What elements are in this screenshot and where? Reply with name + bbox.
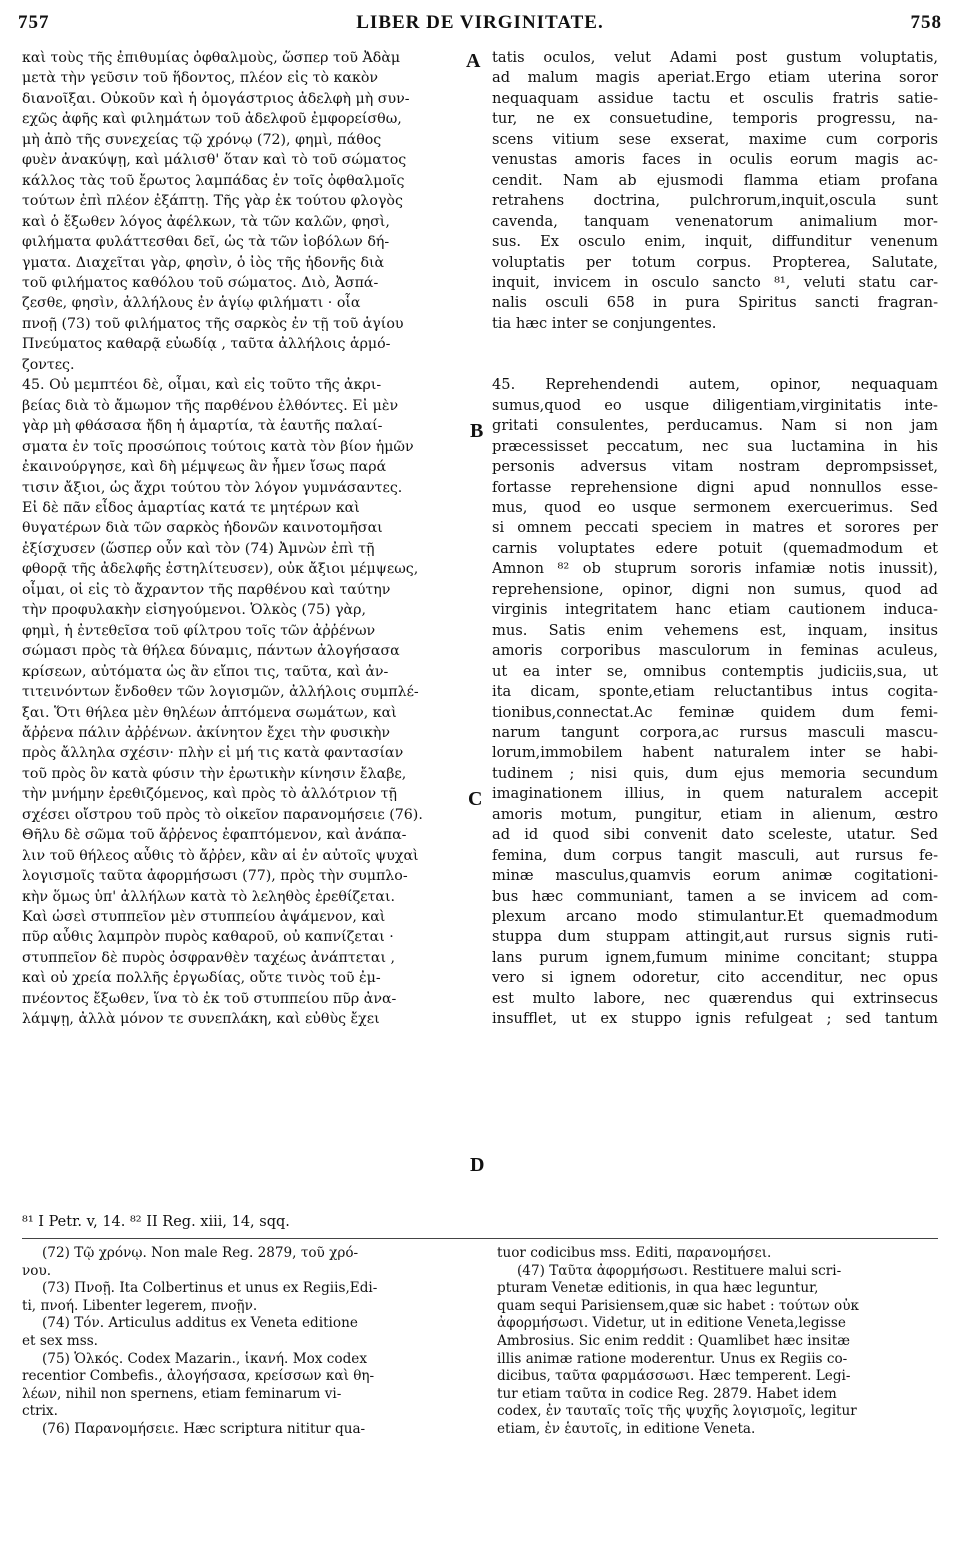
latin-line: scens vitium sese exserat, maxime cum corporis <box>492 130 938 148</box>
note-left-line: νου. <box>22 1262 52 1279</box>
greek-line: κάλλος τὰς τοῦ ἔρωτος λαμπάδας ἐν τοῖς ὀφθαλμοῖς <box>22 172 405 189</box>
note-right-line: dicibus, ταῦτα φαρμάσσωσι. Hæc temperent. Legi- <box>497 1368 851 1385</box>
greek-line: τισιν ἄξιοι, ὡς ἄχρι τούτου τὸν λόγον γυμνάσαντες. <box>22 479 403 496</box>
note-left-line: (76) Παρανομήσειε. Hæc scriptura nititur qua- <box>42 1420 366 1437</box>
greek-line: κὴν ὅμως ὑπ' ἀλλήλων κατὰ τὸ λεληθὸς ἐρεθίζεται. <box>22 888 396 905</box>
latin-line: cendit. Nam ab ejusmodi flamma etiam profana <box>492 171 938 189</box>
greek-line: τιτεινόντων ἔνδοθεν τῶν λογισμῶν, ἀλλήλοις συμπλέ- <box>22 684 419 701</box>
note-left-line: ctrix. <box>22 1403 58 1420</box>
greek-line: σχέσει οἴστρου τοῦ πρὸς τὸ οἰκεῖον παρανομήσειε (76). <box>22 806 423 823</box>
latin-line <box>492 334 938 354</box>
note-left-line: (74) Τόν. Articulus additus ex Veneta editione <box>42 1315 358 1332</box>
latin-line: minæ masculus,quamvis eorum animæ cogitationi- <box>492 867 938 885</box>
note-right-line: quam sequi Parisiensem,quæ sic habet : τούτων οὐκ <box>497 1297 859 1314</box>
latin-line: imaginationem illius, in quem naturalem accepit <box>492 785 938 803</box>
latin-line: amoris motum, pungitur, etiam in alienum, œstro <box>492 805 938 823</box>
note-left-line: recentior Combefis., ἀλογήσασα, κρείσσων καὶ θη- <box>22 1368 375 1385</box>
greek-line: λιν τοῦ θήλεος αὖθις τὸ ἄῤῥεν, κἂν αἱ ἐν αὐτοῖς ψυχαὶ <box>22 847 419 864</box>
latin-line: ita dicam, sponte,etiam reluctantibus intus cogita- <box>492 683 938 701</box>
latin-line: Amnon ⁸² ob stuprum sororis infamiæ notis inussit), <box>492 560 938 578</box>
latin-line: nalis osculi 658 in pura Spiritus sancti fragran- <box>492 294 938 312</box>
latin-line: cavenda, tanquam venenatorum animalium mor- <box>492 212 938 230</box>
greek-line: ἄῤῥενα πάλιν ἀῤῥένων. ἀκίνητον ἔχει τὴν φυσικὴν <box>22 724 390 741</box>
greek-line: τὴν μνήμην ἐρεθιζόμενος, καὶ πρὸς τὸ ἀλλότριον τῇ <box>22 786 397 803</box>
greek-line: καὶ τοὺς τῆς ἐπιθυμίας ὀφθαλμοὺς, ὥσπερ τοῦ Ἀδὰμ <box>22 50 401 66</box>
greek-line: διανοῖξαι. Οὐκοῦν καὶ ἡ ὁμογάστριος ἀδελφὴ μὴ συν- <box>22 90 410 107</box>
greek-line: Θῆλυ δὲ σῶμα τοῦ ἄῤῥενος ἐφαπτόμενον, καὶ ἀνάπα- <box>22 827 407 844</box>
note-right-line: ἀφορμήσωσι. Videtur, ut in editione Veneta,legisse <box>497 1315 846 1332</box>
greek-line: πρὸς ἄλληλα σχέσιν· πλὴν εἰ μή τις κατὰ φαντασίαν <box>22 745 404 762</box>
latin-line: est multo labore, nec quærendus qui extrinsecus <box>492 989 938 1007</box>
latin-line: retrahens doctrina, pulchrorum,inquit,oscula sunt <box>492 192 938 210</box>
latin-line: bus hæc communiant, tamen a se invicem ad com- <box>492 887 938 905</box>
running-title: LIBER DE VIRGINITATE. <box>356 12 604 33</box>
note-left-line: ti, πνοή. Libenter legerem, πνοῇν. <box>22 1297 258 1314</box>
latin-line: femina, dum corpus tangit masculi, aut rursus fe- <box>492 846 938 864</box>
latin-line: tionibus,connectat.Ac feminæ quidem dum femi- <box>492 703 938 721</box>
note-left-line: (72) Τῷ χρόνῳ. Non male Reg. 2879, τοῦ χρό- <box>42 1245 359 1261</box>
note-right-line: codex, ἐν ταυταῖς τοῖς τῆς ψυχῆς λογισμοῖς, legitur <box>497 1403 857 1420</box>
latin-line: ad id quod sibi convenit dato sceleste, utatur. Sed <box>492 826 938 844</box>
note-left-line: (73) Πνοῇ. Ita Colbertinus et unus ex Regiis,Edi- <box>42 1280 378 1297</box>
greek-line: πνέοντος ἔξωθεν, ἵνα τὸ ἐκ τοῦ στυππείου πῦρ ἀνα- <box>22 990 397 1007</box>
note-left-line: et sex mss. <box>22 1332 99 1349</box>
greek-line: Εἰ δὲ πᾶν εἶδος ἁμαρτίας κατά τε μητέρων καὶ <box>22 499 360 516</box>
greek-line: τοῦ φιλήματος καθόλου τοῦ σώματος. Διὸ, Ἀσπά- <box>22 274 379 291</box>
greek-line: φθορᾷ τῆς ἀδελφῆς ἐστηλίτευσεν), οὐκ ἄξιοι μέμψεως, <box>22 561 419 578</box>
note-right-line: illis animæ ratione moderentur. Unus ex Regiis co- <box>497 1350 848 1367</box>
greek-line: στυππεῖον δὲ πυρὸς ὀσφρανθὲν ταχέως ἀνάπτεται , <box>22 949 396 966</box>
page-number-right: 758 <box>910 12 942 33</box>
greek-line: βείας διὰ τὸ ἄμωμον τῆς παρθένου ἐλθόντες. Εἰ μὲν <box>22 397 399 414</box>
running-header <box>18 12 942 42</box>
greek-line: οἶμαι, οἱ εἰς τὸ ἄχραντον τῆς παρθένου καὶ ταύτην <box>22 581 391 598</box>
latin-line: reprehensione, opinor, digni non sumus, quod ad <box>492 580 938 598</box>
greek-line: εχῶς ἀφῆς καὶ φιλημάτων τοῦ ἀδελφοῦ ἐμφορείσθω, <box>22 111 402 128</box>
greek-line: 45. Οὐ μεμπτέοι δὲ, οἶμαι, καὶ εἰς τοῦτο τῆς ἀκρι- <box>22 377 382 394</box>
latin-line: inquit, invicem in osculo sancto ⁸¹, veluti statu car- <box>492 273 938 291</box>
greek-line: κρίσεων, αὐτόματα ὡς ἂν εἴποι τις, ταῦτα, καὶ ἀν- <box>22 663 389 680</box>
greek-line: τὴν προφυλακὴν εἰσηγούμενοι. Ὁλκὸς (75) γὰρ, <box>22 602 366 619</box>
greek-line: πνοῇ (73) τοῦ φιλήματος τῆς σαρκὸς ἐν τῇ τοῦ ἁγίου <box>22 315 404 332</box>
footnote-divider <box>22 1238 938 1239</box>
latin-line: si omnem peccati speciem in matres et sorores per <box>492 519 938 537</box>
latin-line: lans purum ignem,fumum minime concitant; stuppa <box>492 948 938 966</box>
greek-line: ξαι. Ὅτι θήλεα μὲν θηλέων ἁπτόμενα σωμάτων, καὶ <box>22 704 397 721</box>
greek-line: ζεσθε, φησὶν, ἀλλήλους ἐν ἁγίῳ φιλήματι · οἷα <box>22 295 361 312</box>
greek-line: καὶ οὐ χρεία πολλῆς ἐργωδίας, οὔτε τινὸς τοῦ ἐμ- <box>22 970 381 987</box>
note-left-line: (75) Ὁλκός. Codex Mazarin., ἱκανή. Mox codex <box>42 1350 367 1367</box>
greek-line: σώμασι πρὸς τὰ θήλεα δύναμις, πάντων ἀλογήσασα <box>22 643 400 660</box>
greek-line: Πνεύματος καθαρᾷ εὐωδίᾳ , ταῦτα ἀλλήλοις ἁρμό- <box>22 336 391 353</box>
footnotes-right <box>497 1245 937 1439</box>
latin-line: tia hæc inter se conjungentes. <box>492 314 717 332</box>
greek-line: φυὲν ἀνακύψῃ, καὶ μάλισθ' ὅταν καὶ τὸ τοῦ σώματος <box>22 152 407 169</box>
section-marker-a: A <box>466 50 481 72</box>
section-marker-d: D <box>470 1154 485 1176</box>
greek-line: φημὶ, ἡ ἐντεθεῖσα τοῦ φίλτρου τοῖς τῶν ἀῤῥένων <box>22 622 376 639</box>
page-number-left: 757 <box>18 12 50 33</box>
latin-line: virginis integritatem hanc etiam cautionem inducа- <box>492 601 938 619</box>
latin-line: sumus,quod eo usque diligentiam,virginitatis inte- <box>492 396 938 414</box>
greek-line: λάμψῃ, ἀλλὰ μόνον τε συνεπλάκη, καὶ εὐθὺς ἔχει <box>22 1011 380 1028</box>
note-right-line: Ambrosius. Sic enim reddit : Quamlibet hæc insitæ <box>497 1332 850 1349</box>
greek-line: μὴ ἀπὸ τῆς συνεχείας τῷ χρόνῳ (72), φημὶ, πάθος <box>22 131 382 148</box>
latin-line: mus. Satis enim vehemens est, inquam, insitus <box>492 621 938 639</box>
latin-line: gritati consulentes, perducamus. Nam si non jam <box>492 417 938 435</box>
greek-line: γματα. Διαχεῖται γὰρ, φησὶν, ὁ ἰὸς τῆς ἡδονῆς διὰ <box>22 254 385 271</box>
latin-line: sus. Ex osculo enim, inquit, diffunditur venenum <box>492 233 938 251</box>
latin-line: amoris corporibus masculorum in feminas aculeus, <box>492 642 938 660</box>
greek-line: τοῦ πρὸς ὃν κατὰ φύσιν τὴν ἐρωτικὴν κίνησιν ἔλαβε, <box>22 765 407 782</box>
latin-line: nequaquam assidue tactu et osculis fratris satie- <box>492 89 938 107</box>
greek-line: ἐξίσχυσεν (ὥσπερ οὖν καὶ τὸν (74) Ἀμνὼν ἐπὶ τῇ <box>22 540 375 557</box>
greek-line: λογισμοῖς ταῦτα ἀφορμήσωσι (77), πρὸς τὴν συμπλο- <box>22 868 408 885</box>
scripture-references: ⁸¹ I Petr. v, 14. ⁸² II Reg. xiii, 14, sqq. <box>22 1214 290 1230</box>
greek-line: Καὶ ὡσεὶ στυππεῖον μὲν στυππείου ἀψάμενον, καὶ <box>22 909 386 926</box>
latin-line: lorum,immobilem habent naturalem inter se habi- <box>492 744 938 762</box>
latin-line: tur, ne ex consuetudine, temporis progressu, na- <box>492 110 938 128</box>
greek-line: καὶ ὁ ἔξωθεν λόγος ἀφέλκων, τὰ τῶν καλῶν, φησὶ, <box>22 213 390 230</box>
latin-text-column <box>492 48 938 1030</box>
greek-text-column <box>22 48 460 1030</box>
latin-line: tudinem ; nisi quis, dum ejus memoria secundum <box>492 764 938 782</box>
latin-line: insufflet, ut ex stuppo ignis refulgeat ; sed tantum <box>492 1010 938 1028</box>
greek-line: μετὰ τὴν γεῦσιν τοῦ ἥδοντος, πλέον εἰς τὸ κακὸν <box>22 70 379 87</box>
latin-line: personis adversus vitam nostram deprompsisset, <box>492 458 938 476</box>
note-right-line: tuor codicibus mss. Editi, παρανομήσει. <box>497 1245 772 1261</box>
greek-line: ζοντες. <box>22 356 75 373</box>
greek-line: τούτων ἐπὶ πλέον ἐξάπτῃ. Τῆς γὰρ ἐκ τούτου φλογὸς <box>22 193 403 210</box>
greek-line: θυγατέρων διὰ τῶν σαρκὸς ἡδονῶν καινοτομῆσαι <box>22 520 383 537</box>
note-right-line: tur etiam ταῦτα in codice Reg. 2879. Habet idem <box>497 1385 837 1402</box>
section-marker-c: C <box>468 788 483 810</box>
greek-line: σματα ἐν τοῖς προσώποις τούτοις κατὰ τὸν βίον ἡμῶν <box>22 438 414 455</box>
note-left-line: λέων, nihil non spernens, etiam feminarum vi- <box>22 1385 342 1402</box>
footnotes-left <box>22 1245 462 1439</box>
latin-line: narum tangunt corpora,ac rursus masculi mascu- <box>492 723 938 741</box>
latin-line: stuppa dum stuppam attingit,aut rursus signis ruti- <box>492 928 938 946</box>
note-right-line: pturam Venetæ editionis, in qua hæc leguntur, <box>497 1280 819 1297</box>
latin-line: tatis oculos, velut Adami post gustum voluptatis, <box>492 49 938 66</box>
latin-line: plexum arcano modo stimulantur.Et quemadmodum <box>492 908 938 926</box>
latin-line: voluptatis per totum corpus. Propterea, Salutate, <box>492 253 938 271</box>
latin-line: fortasse reprehensione digni apud nonnullos esse- <box>492 478 938 496</box>
greek-line: πῦρ αὖθις λαμπρὸν πυρὸς καθαροῦ, οὐ καπνίζεται · <box>22 929 394 946</box>
latin-line: vero si ignem odoretur, cito accenditur, nec opus <box>492 969 938 987</box>
greek-line: ἐκαινούργησε, καὶ δὴ μέμψεως ἂν ἦμεν ἴσως παρά <box>22 459 387 476</box>
latin-line: venustas amoris faces in oculis eorum magis ac- <box>492 151 938 169</box>
latin-line: ad malum magis aperiat.Ergo etiam uterina soror <box>492 69 938 87</box>
greek-line: φιλήματα φυλάττεσθαι δεῖ, ὡς τὰ τῶν ἰοβόλων δή- <box>22 234 390 251</box>
note-right-line: etiam, ἐν ἑαυτοῖς, in editione Veneta. <box>497 1420 756 1437</box>
latin-line: carnis voluptates edere potuit (quemadmodum et <box>492 539 938 557</box>
latin-line: mus, quod eo usque sermonem exercuerimus. Sed <box>492 498 938 516</box>
latin-line: præcessisset peccatum, nec sua luctamina in his <box>492 437 938 455</box>
note-right-line: (47) Ταῦτα ἀφορμήσωσι. Restituere malui scri- <box>517 1262 842 1279</box>
latin-line: 45. Reprehendendi autem, opinor, nequaquam <box>492 376 938 394</box>
latin-line <box>492 355 938 375</box>
latin-line: ut ea inter se, omnibus contemptis judiciis,sua, ut <box>492 662 938 680</box>
section-marker-b: B <box>470 420 484 442</box>
greek-line: γὰρ μὴ φθάσασα ἤδη ἡ ἁμαρτία, τὰ ἑαυτῆς παλαί- <box>22 418 383 435</box>
